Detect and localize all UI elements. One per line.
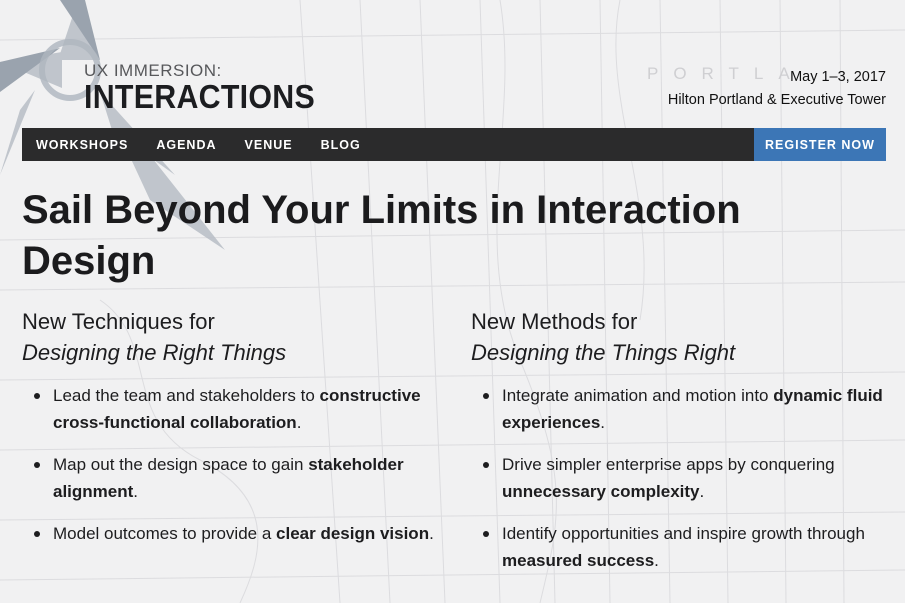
bullet-icon (34, 531, 40, 537)
bullet-text: Integrate animation and motion into (502, 386, 774, 405)
bullet-text: Lead the team and stakeholders to (53, 386, 320, 405)
list-item (22, 520, 442, 547)
bullet-icon (483, 393, 489, 399)
nav-workshops[interactable]: WORKSHOPS (36, 137, 129, 152)
bullet-emphasis: dynamic fluid experiences (502, 386, 883, 432)
list-item (22, 451, 442, 505)
methods-column (471, 306, 891, 589)
bullet-end: . (429, 524, 434, 543)
list-item (471, 520, 891, 574)
bullet-text: Identify opportunities and inspire growth through (502, 524, 865, 543)
bullet-icon (34, 462, 40, 468)
bullet-end: . (699, 482, 705, 501)
column-title: New Techniques for (22, 309, 215, 334)
site-logo[interactable] (84, 62, 335, 114)
logo-tagline: UX IMMERSION: (84, 61, 222, 80)
register-now-button[interactable]: REGISTER NOW (754, 128, 886, 161)
bullet-emphasis: stakeholder alignment (53, 455, 404, 501)
city-watermark: PORTLA (647, 64, 805, 83)
bullet-text: Model outcomes to provide a (53, 524, 277, 543)
techniques-column (22, 306, 442, 562)
logo-title: INTERACTIONS (84, 78, 316, 115)
list-item (471, 382, 891, 436)
bullet-icon (483, 462, 489, 468)
column-subtitle: Designing the Things Right (471, 340, 736, 365)
bullet-emphasis: clear design vision (276, 524, 430, 543)
event-info (668, 66, 886, 112)
list-item (22, 382, 442, 436)
event-venue: Hilton Portland & Executive Tower (667, 92, 886, 108)
bullet-text: Map out the design space to gain (53, 455, 309, 474)
nav-agenda[interactable]: AGENDA (156, 137, 217, 152)
list-item (471, 451, 891, 505)
page-headline: Sail Beyond Your Limits in Interaction Design (22, 188, 741, 283)
bullet-end: . (600, 413, 606, 432)
column-title: New Methods for (471, 309, 638, 334)
bullet-end: . (654, 551, 659, 570)
bullet-emphasis: measured success (502, 551, 655, 570)
nav-venue[interactable]: VENUE (244, 137, 293, 152)
bullet-end: . (133, 482, 139, 501)
event-dates: May 1–3, 2017 (790, 69, 886, 85)
bullet-emphasis: unnecessary complexity (502, 482, 700, 501)
bullet-list (22, 382, 442, 547)
bullet-end: . (296, 413, 302, 432)
bullet-text: Drive simpler enterprise apps by conquering (502, 455, 835, 474)
nav-blog[interactable]: BLOG (320, 137, 361, 152)
bullet-emphasis: constructive cross-functional collaboration (53, 386, 421, 432)
bullet-list (471, 382, 891, 574)
bullet-icon (34, 393, 40, 399)
bullet-icon (483, 531, 489, 537)
column-subtitle: Designing the Right Things (22, 340, 287, 365)
main-nav (22, 128, 886, 161)
